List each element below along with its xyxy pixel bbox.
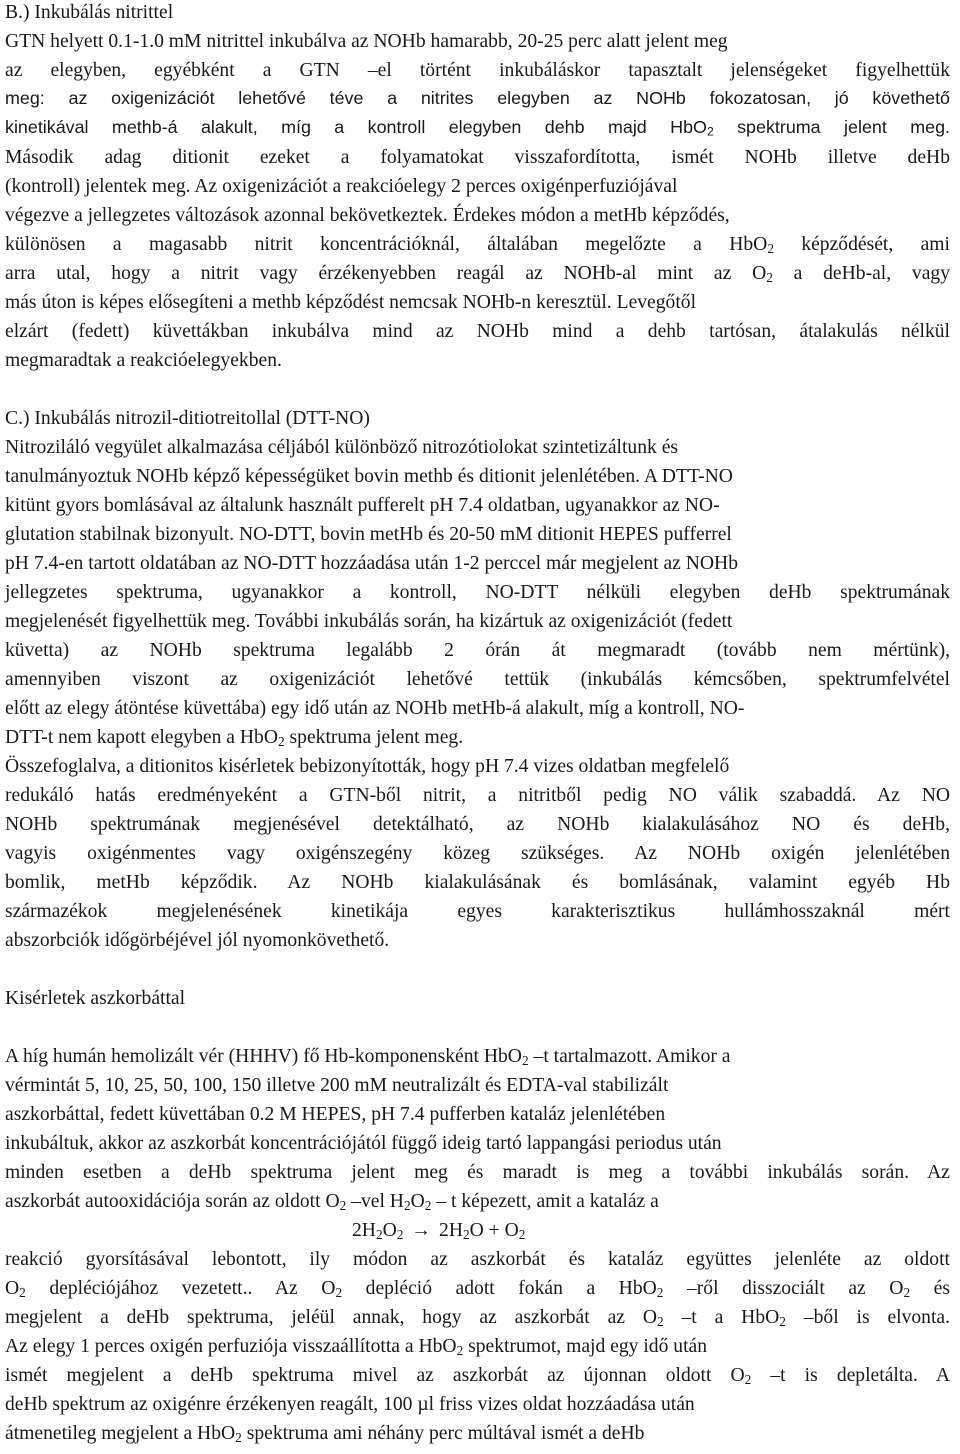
subscript: 2	[706, 124, 714, 139]
text-line	[5, 641, 950, 661]
subscript: 2	[19, 1284, 26, 1300]
text-run: kinetikával methb-á alakult, míg a kontroll elegyben dehb majd HbO	[5, 117, 707, 137]
text-run: aszkorbáttal, fedett küvettában 0.2 M HEPES, pH 7.4 pufferben kataláz jelenlétében	[5, 1104, 666, 1125]
text-line	[5, 583, 950, 603]
text-line	[5, 786, 950, 806]
text-run: Az elegy 1 perces oxigén perfuziója visszaállította a HbO	[5, 1336, 457, 1357]
text-line	[352, 1221, 525, 1241]
text-run: spektruma ami néhány perc múltával ismét a deHb	[241, 1423, 645, 1444]
text-run: származékok megjelenésének kinetikája egyes karakterisztikus hullámhosszaknál mért	[5, 901, 950, 922]
text-line	[5, 293, 696, 313]
reaction-arrow-icon: →	[411, 1220, 432, 1241]
text-line	[5, 1163, 950, 1183]
text-run: a deHb-al, vagy	[772, 263, 951, 284]
text-line	[5, 525, 732, 545]
text-run: reakció gyorsításával lebontott, ily módon az aszkorbát és kataláz együttes jelenléte az oldott	[5, 1249, 950, 1270]
subscript: 2	[521, 1052, 529, 1068]
text-run: vagyis oxigénmentes vagy oxigénszegény közeg szükséges. Az NOHb oxigén jelenlétében	[5, 843, 950, 864]
subscript: 2	[779, 1313, 786, 1329]
text-run: aszkorbát autooxidációja során az oldott O	[5, 1191, 340, 1212]
subscript: 2	[335, 1284, 343, 1300]
text-run: inkubáltuk, akkor az aszkorbát koncentrációjától függő ideig tartó lappangási periodus után	[5, 1133, 722, 1154]
text-line	[5, 989, 185, 1009]
text-line	[5, 699, 744, 719]
text-run: pH 7.4-en tartott oldatában az NO-DTT hozzáadása után 1-2 perccel már megjelent az NOHb	[5, 553, 739, 574]
text-run: Második adag ditionit ezeket a folyamatokat visszafordította, ismét NOHb illetve deHb	[5, 147, 950, 168]
text-run: jellegzetes spektruma, ugyanakkor a kontroll, NO-DTT nélküli elegyben deHb spektrumának	[5, 582, 950, 603]
text-run: –t a HbO	[663, 1307, 780, 1328]
subscript: 2	[375, 1226, 383, 1242]
text-run: más úton is képes elősegíteni a methb képződést nemcsak NOHb-n keresztül. Levegőtől	[5, 292, 697, 313]
text-line	[5, 1250, 950, 1270]
text-run: ismét megjelent a deHb spektruma mivel az aszkorbát az újonnan oldott O	[5, 1365, 745, 1386]
text-line	[5, 206, 730, 226]
text-run: Nitroziláló vegyület alkalmazása céljából különböző nitrozótiolokat szintetizáltunk és	[5, 437, 679, 458]
text-line	[5, 1366, 950, 1386]
text-line	[5, 1105, 665, 1125]
subscript: 2	[744, 1371, 752, 1387]
subscript: 2	[656, 1313, 664, 1329]
text-run: – t képezett, amit a kataláz a	[431, 1191, 659, 1212]
text-line	[5, 670, 950, 690]
text-line	[5, 873, 950, 893]
text-run: O	[5, 1278, 20, 1299]
subscript: 2	[235, 1429, 242, 1445]
subscript: 2	[456, 1342, 464, 1358]
text-line	[5, 322, 950, 342]
text-line	[5, 409, 370, 429]
subscript: 2	[277, 733, 285, 749]
text-run: GTN helyett 0.1-1.0 mM nitrittel inkubálva az NOHb hamarabb, 20-25 perc alatt jelent meg	[5, 31, 728, 52]
text-run: tanulmányoztuk NOHb képző képességüket bovin methb és ditionit jelenlétében. A DTT-NO	[5, 466, 733, 487]
text-run: és	[910, 1278, 950, 1299]
subscript: 2	[518, 1226, 526, 1242]
text-run: spektruma jelent meg.	[713, 117, 950, 137]
text-line	[5, 3, 173, 23]
text-run: az elegyben, egyébként a GTN –el történt inkubáláskor tapasztalt jelenségeket figyelhettük	[5, 60, 950, 81]
document-page	[5, 0, 955, 1454]
text-line	[5, 815, 950, 835]
text-line	[5, 438, 678, 458]
text-line	[5, 1424, 644, 1444]
text-line	[5, 1308, 950, 1328]
subscript: 2	[396, 1226, 404, 1242]
text-run: spektruma jelent meg.	[284, 727, 464, 748]
text-run: redukáló hatás eredményeként a GTN-ből nitrit, a nitritből pedig NO válik szabaddá. Az NO	[5, 785, 950, 806]
text-line	[5, 554, 738, 574]
text-line	[5, 1134, 722, 1154]
text-line	[5, 1279, 950, 1299]
text-run: glutation stabilnak bizonyult. NO-DTT, bovin metHb és 20-50 mM ditionit HEPES pufferrel	[5, 524, 732, 545]
text-run: –ből is elvonta.	[785, 1307, 951, 1328]
subscript: 2	[339, 1197, 347, 1213]
text-run: B.) Inkubálás nitrittel	[5, 2, 174, 23]
subscript: 2	[462, 1226, 470, 1242]
subscript: 2	[656, 1284, 664, 1300]
text-line	[5, 177, 677, 197]
text-run: arra utal, hogy a nitrit vagy érzékenyebben reagál az NOHb-al mint az O	[5, 263, 767, 284]
text-line	[5, 1395, 695, 1415]
text-run: megmaradtak a reakcióelegyekben.	[5, 350, 282, 371]
text-run: Összefoglalva, a ditionitos kisérletek bebizonyították, hogy pH 7.4 vizes oldatban megfelelő	[5, 756, 730, 777]
text-run: abszorbciók időgörbéjével jól nyomonkövethető.	[5, 930, 390, 951]
text-run: depléció adott fokán a HbO	[342, 1278, 657, 1299]
text-run: átmenetileg megjelent a HbO	[5, 1423, 236, 1444]
text-run: elzárt (fedett) küvettákban inkubálva mind az NOHb mind a dehb tartósan, átalakulás nélkül	[5, 321, 950, 342]
text-run: O + O	[469, 1220, 519, 1241]
text-line	[5, 351, 282, 371]
text-line	[5, 612, 732, 632]
text-run: előtt az elegy átöntése küvettába) egy idő után az NOHb metHb-á alakult, míg a kontroll, NO-	[5, 698, 745, 719]
text-run: 2H	[439, 1220, 463, 1241]
text-run: –t tartalmazott. Amikor a	[528, 1046, 731, 1067]
text-line	[5, 148, 950, 168]
text-line	[5, 264, 950, 284]
text-line	[5, 728, 463, 748]
subscript: 2	[766, 269, 773, 285]
subscript: 2	[424, 1197, 432, 1213]
text-run: DTT-t nem kapott elegyben a HbO	[5, 727, 278, 748]
text-run: megjelenését figyelhettük meg. További inkubálás során, ha kizártuk az oxigenizációt (fedett	[5, 611, 733, 632]
text-run: O	[410, 1191, 425, 1212]
text-line	[5, 90, 950, 108]
text-line	[5, 1047, 731, 1067]
text-line	[5, 902, 950, 922]
text-run: deHb spektrum az oxigénre érzékenyen reagált, 100 µl friss vizes oldat hozzáadása után	[5, 1394, 695, 1415]
text-run: Kisérletek aszkorbáttal	[5, 988, 186, 1009]
text-run: küvetta) az NOHb spektruma legalább 2 órán át megmaradt (tovább nem mértünk),	[5, 640, 950, 661]
text-line	[5, 32, 728, 52]
text-run: különösen a magasabb nitrit koncentrációknál, általában megelőzte a HbO	[5, 234, 768, 255]
subscript: 2	[767, 240, 774, 256]
text-run: –vel H	[346, 1191, 404, 1212]
text-line	[5, 1337, 707, 1357]
subscript: 2	[903, 1284, 911, 1300]
text-line	[5, 235, 950, 255]
text-run: A híg humán hemolizált vér (HHHV) fő Hb-komponensként HbO	[5, 1046, 522, 1067]
text-line	[5, 757, 729, 777]
text-run: (kontroll) jelentek meg. Az oxigenizációt a reakcióelegy 2 perces oxigénperfuziójával	[5, 176, 678, 197]
text-run: depléciójához vezetett.. Az O	[25, 1278, 336, 1299]
text-run: 2H	[352, 1220, 376, 1241]
text-run: amennyiben viszont az oxigenizációt lehetővé tettük (inkubálás kémcsőben, spektrumfelvétel	[5, 669, 950, 690]
text-line	[5, 496, 720, 516]
text-run: minden esetben a deHb spektruma jelent meg és maradt is meg a további inkubálás során. Az	[5, 1162, 950, 1183]
text-line	[5, 1192, 659, 1212]
text-line	[5, 467, 733, 487]
text-run: NOHb spektrumának megjenésével detektálható, az NOHb kialakulásához NO és deHb,	[5, 814, 950, 835]
text-line	[5, 844, 950, 864]
text-run: C.) Inkubálás nitrozil-ditiotreitollal (DTT-NO)	[5, 408, 370, 429]
text-run: kitünt gyors bomlásával az általunk használt pufferelt pH 7.4 oldatban, ugyanakkor az NO-	[5, 495, 720, 516]
text-run: meg: az oxigenizációt lehetővé téve a nitrites elegyben az NOHb fokozatosan, jó követhető	[5, 88, 950, 108]
subscript: 2	[403, 1197, 411, 1213]
text-run: vérmintát 5, 10, 25, 50, 100, 150 illetve 200 mM neutralizált és EDTA-val stabilizált	[5, 1075, 669, 1096]
text-line	[5, 119, 950, 137]
text-run: –ről disszociált az O	[663, 1278, 904, 1299]
text-run: bomlik, metHb képződik. Az NOHb kialakulásának és bomlásának, valamint egyéb Hb	[5, 872, 950, 893]
text-run: O	[382, 1220, 397, 1241]
text-line	[5, 1076, 668, 1096]
text-run: végezve a jellegzetes változások azonnal bekövetkeztek. Érdekes módon a metHb képződés,	[5, 205, 730, 226]
text-run: képződését, ami	[773, 234, 950, 255]
text-run: megjelent a deHb spektruma, jeléül annak, hogy az aszkorbát az O	[5, 1307, 657, 1328]
text-run: spektrumot, majd egy idő után	[463, 1336, 708, 1357]
text-run: –t is depletálta. A	[751, 1365, 951, 1386]
text-line	[5, 931, 389, 951]
text-line	[5, 61, 950, 81]
